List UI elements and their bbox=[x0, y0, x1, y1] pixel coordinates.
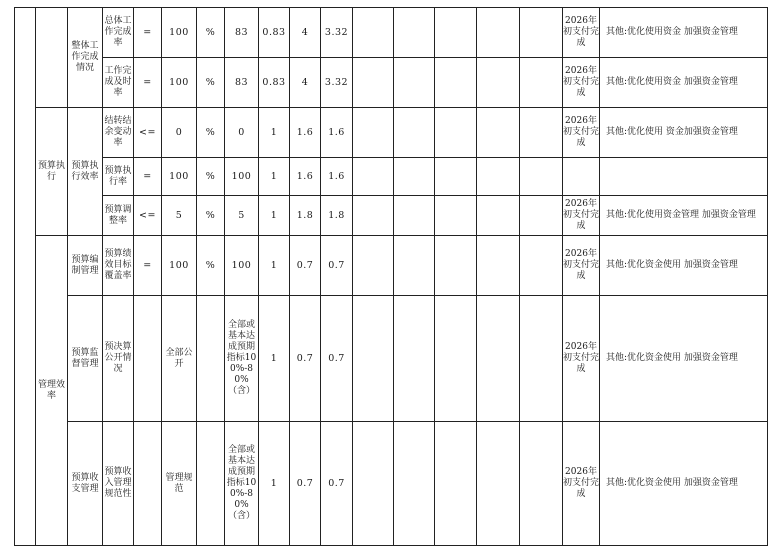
target-cell: 100 bbox=[162, 8, 197, 58]
empty-cell bbox=[477, 422, 520, 546]
weight-cell: 0.7 bbox=[290, 296, 321, 422]
score-cell: 0.7 bbox=[321, 296, 353, 422]
empty-cell bbox=[394, 196, 435, 236]
empty-cell bbox=[353, 236, 394, 296]
empty-cell bbox=[435, 296, 477, 422]
weight-cell: 4 bbox=[290, 8, 321, 58]
actual-cell: 100 bbox=[225, 158, 259, 196]
table-row bbox=[15, 422, 768, 546]
status-cell: 2026年初支付完成 bbox=[563, 236, 600, 296]
empty-cell bbox=[520, 236, 563, 296]
indicator-cell: 预算调整率 bbox=[103, 196, 134, 236]
empty-cell bbox=[353, 196, 394, 236]
unit-cell: % bbox=[197, 108, 225, 158]
rate-cell: 1 bbox=[259, 296, 290, 422]
empty-cell bbox=[520, 58, 563, 108]
empty-cell bbox=[477, 296, 520, 422]
target-cell: 100 bbox=[162, 158, 197, 196]
empty-cell bbox=[353, 58, 394, 108]
weight-cell: 1.6 bbox=[290, 108, 321, 158]
category-l1-cell: 预算执行 bbox=[36, 108, 68, 236]
rate-cell: 0.83 bbox=[259, 58, 290, 108]
weight-cell: 1.8 bbox=[290, 196, 321, 236]
status-cell: 2026年初支付完成 bbox=[563, 108, 600, 158]
status-cell: 2026年初支付完成 bbox=[563, 422, 600, 546]
score-cell: 1.6 bbox=[321, 158, 353, 196]
operator-cell: = bbox=[134, 58, 162, 108]
table-row bbox=[15, 236, 768, 296]
remark-cell: 其他:优化资金使用 加强资金管理 bbox=[600, 422, 768, 546]
operator-cell bbox=[134, 296, 162, 422]
empty-cell bbox=[520, 158, 563, 196]
actual-cell: 83 bbox=[225, 58, 259, 108]
table-row bbox=[15, 8, 768, 58]
actual-cell: 全部或基本达成预期指标100%-80%（含） bbox=[225, 296, 259, 422]
unit-cell: % bbox=[197, 236, 225, 296]
score-cell: 0.7 bbox=[321, 236, 353, 296]
table-row bbox=[15, 158, 768, 196]
empty-cell bbox=[435, 158, 477, 196]
empty-cell bbox=[435, 58, 477, 108]
empty-cell bbox=[520, 196, 563, 236]
operator-cell: <= bbox=[134, 196, 162, 236]
status-cell bbox=[563, 158, 600, 196]
target-cell: 管理规范 bbox=[162, 422, 197, 546]
empty-cell bbox=[394, 296, 435, 422]
operator-cell: = bbox=[134, 158, 162, 196]
weight-cell: 0.7 bbox=[290, 236, 321, 296]
indicator-cell: 预算收入管理规范性 bbox=[103, 422, 134, 546]
rate-cell: 1 bbox=[259, 158, 290, 196]
remark-cell: 其他:优化使用资金管理 加强资金管理 bbox=[600, 196, 768, 236]
empty-cell bbox=[394, 8, 435, 58]
remark-cell: 其他:优化资金使用 加强资金管理 bbox=[600, 236, 768, 296]
operator-cell: = bbox=[134, 236, 162, 296]
score-cell: 3.32 bbox=[321, 8, 353, 58]
remark-cell bbox=[600, 158, 768, 196]
actual-cell: 100 bbox=[225, 236, 259, 296]
status-cell: 2026年初支付完成 bbox=[563, 196, 600, 236]
weight-cell: 0.7 bbox=[290, 422, 321, 546]
remark-cell: 其他:优化资金使用 加强资金管理 bbox=[600, 296, 768, 422]
operator-cell: <= bbox=[134, 108, 162, 158]
actual-cell: 83 bbox=[225, 8, 259, 58]
category-l1-cell: 管理效率 bbox=[36, 236, 68, 546]
score-cell: 1.8 bbox=[321, 196, 353, 236]
empty-cell bbox=[435, 236, 477, 296]
remark-cell: 其他:优化使用 资金加强资金管理 bbox=[600, 108, 768, 158]
empty-cell bbox=[435, 422, 477, 546]
operator-cell bbox=[134, 422, 162, 546]
rate-cell: 1 bbox=[259, 236, 290, 296]
unit-cell: % bbox=[197, 58, 225, 108]
target-cell: 100 bbox=[162, 236, 197, 296]
weight-cell: 4 bbox=[290, 58, 321, 108]
empty-cell bbox=[477, 158, 520, 196]
score-cell: 1.6 bbox=[321, 108, 353, 158]
performance-indicator-table bbox=[14, 7, 768, 546]
actual-cell: 0 bbox=[225, 108, 259, 158]
category-l2-cell: 预算监督管理 bbox=[68, 296, 103, 422]
weight-cell: 1.6 bbox=[290, 158, 321, 196]
status-cell: 2026年初支付完成 bbox=[563, 296, 600, 422]
indicator-cell: 预决算公开情况 bbox=[103, 296, 134, 422]
unit-cell: % bbox=[197, 196, 225, 236]
empty-cell bbox=[520, 108, 563, 158]
status-cell: 2026年初支付完成 bbox=[563, 58, 600, 108]
empty-cell bbox=[477, 196, 520, 236]
empty-cell bbox=[477, 58, 520, 108]
table-row bbox=[15, 196, 768, 236]
indicator-cell: 总体工作完成率 bbox=[103, 8, 134, 58]
empty-cell bbox=[435, 8, 477, 58]
indicator-cell: 预算绩效目标覆盖率 bbox=[103, 236, 134, 296]
status-cell: 2026年初支付完成 bbox=[563, 8, 600, 58]
indicator-cell: 结转结余变动率 bbox=[103, 108, 134, 158]
operator-cell: = bbox=[134, 8, 162, 58]
unit-cell: % bbox=[197, 158, 225, 196]
category-l2-cell: 预算收支管理 bbox=[68, 422, 103, 546]
empty-cell bbox=[353, 296, 394, 422]
empty-cell bbox=[394, 422, 435, 546]
rate-cell: 1 bbox=[259, 108, 290, 158]
category-l1-cell bbox=[36, 8, 68, 108]
table-row bbox=[15, 108, 768, 158]
category-l0-cell bbox=[15, 8, 36, 546]
empty-cell bbox=[394, 158, 435, 196]
rate-cell: 1 bbox=[259, 422, 290, 546]
indicator-cell: 工作完成及时率 bbox=[103, 58, 134, 108]
empty-cell bbox=[353, 108, 394, 158]
empty-cell bbox=[394, 108, 435, 158]
empty-cell bbox=[477, 8, 520, 58]
empty-cell bbox=[520, 8, 563, 58]
unit-cell bbox=[197, 422, 225, 546]
target-cell: 0 bbox=[162, 108, 197, 158]
indicator-cell: 预算执行率 bbox=[103, 158, 134, 196]
empty-cell bbox=[477, 108, 520, 158]
score-cell: 0.7 bbox=[321, 422, 353, 546]
remark-cell: 其他:优化使用资金 加强资金管理 bbox=[600, 58, 768, 108]
empty-cell bbox=[435, 108, 477, 158]
category-l2-cell: 预算编制管理 bbox=[68, 236, 103, 296]
target-cell: 全部公开 bbox=[162, 296, 197, 422]
score-cell: 3.32 bbox=[321, 58, 353, 108]
empty-cell bbox=[477, 236, 520, 296]
actual-cell: 5 bbox=[225, 196, 259, 236]
rate-cell: 1 bbox=[259, 196, 290, 236]
empty-cell bbox=[353, 422, 394, 546]
category-l2-cell: 整体工作完成情况 bbox=[68, 8, 103, 108]
remark-cell: 其他:优化使用资金 加强资金管理 bbox=[600, 8, 768, 58]
table-row bbox=[15, 296, 768, 422]
empty-cell bbox=[353, 158, 394, 196]
actual-cell: 全部或基本达成预期指标100%-80%（含） bbox=[225, 422, 259, 546]
target-cell: 5 bbox=[162, 196, 197, 236]
empty-cell bbox=[520, 422, 563, 546]
table-row bbox=[15, 58, 768, 108]
empty-cell bbox=[394, 58, 435, 108]
rate-cell: 0.83 bbox=[259, 8, 290, 58]
category-l2-cell: 预算执行效率 bbox=[68, 108, 103, 236]
empty-cell bbox=[394, 236, 435, 296]
unit-cell: % bbox=[197, 8, 225, 58]
unit-cell bbox=[197, 296, 225, 422]
empty-cell bbox=[353, 8, 394, 58]
target-cell: 100 bbox=[162, 58, 197, 108]
empty-cell bbox=[435, 196, 477, 236]
empty-cell bbox=[520, 296, 563, 422]
